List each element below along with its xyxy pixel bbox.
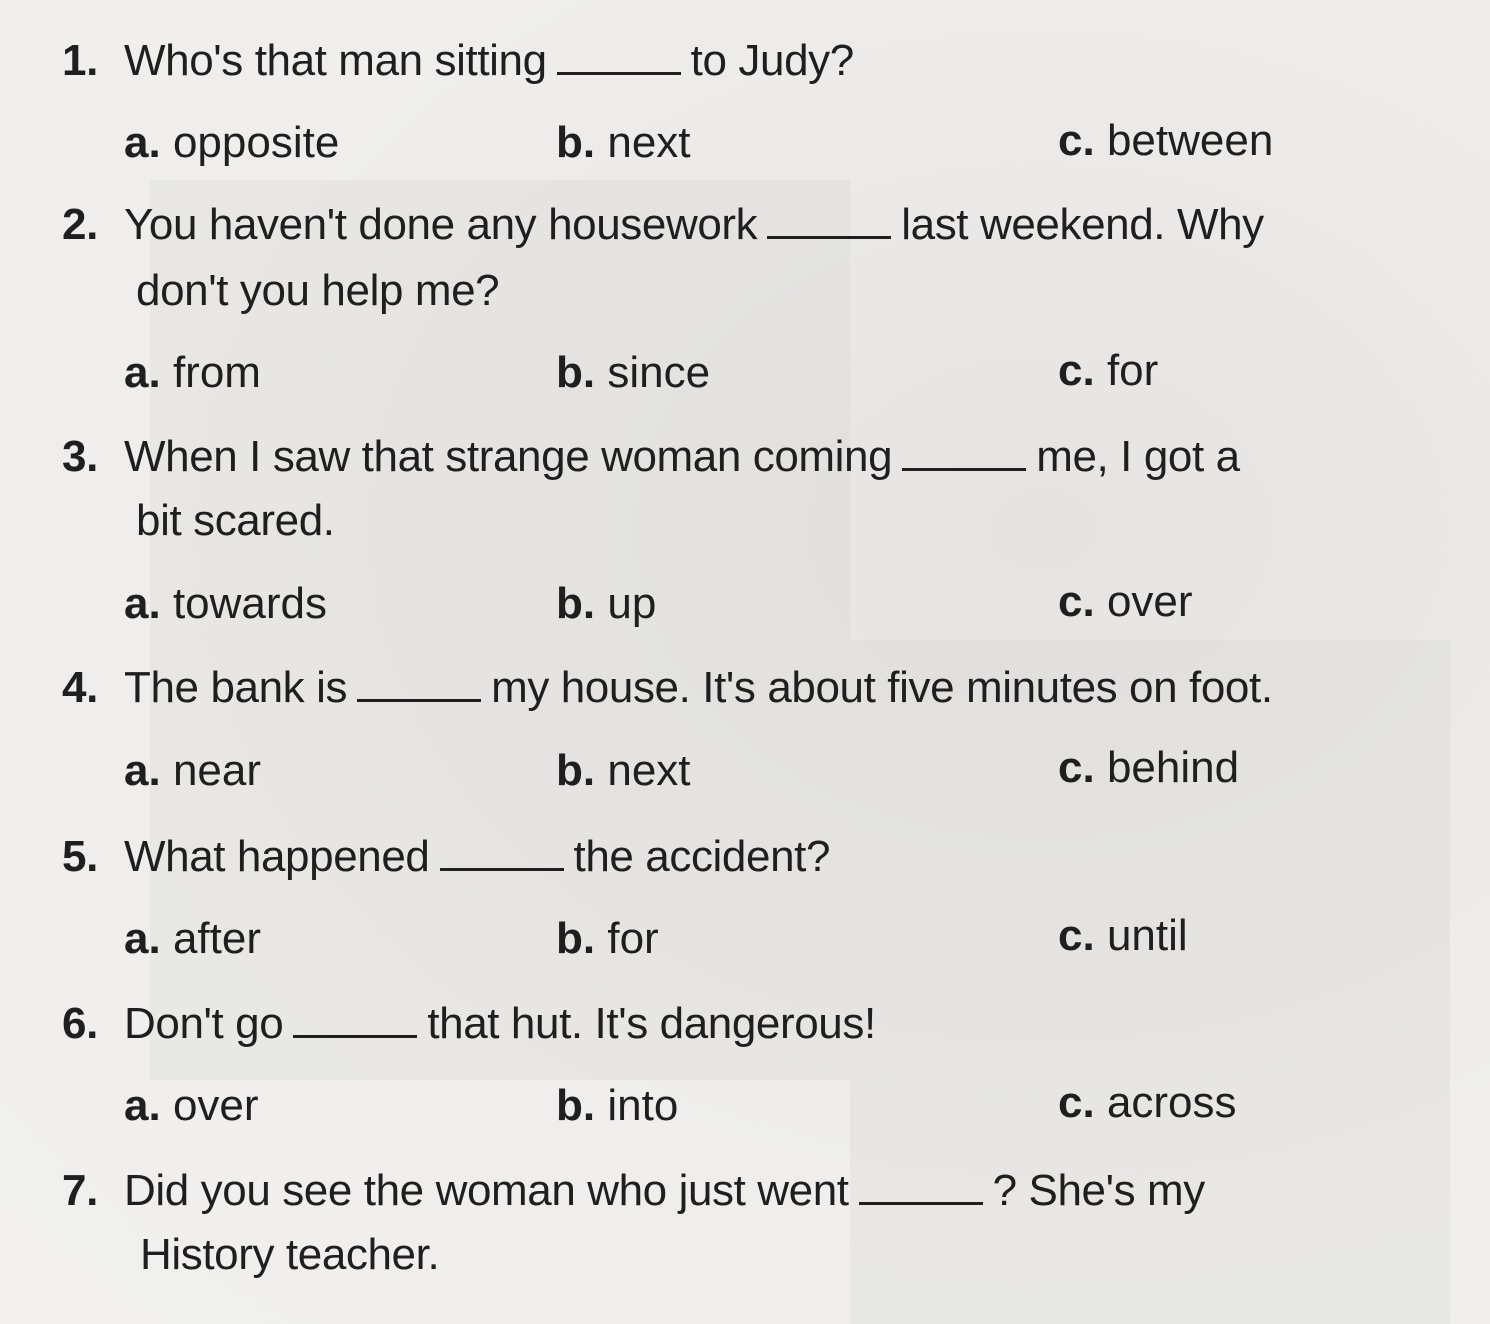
- option-a[interactable]: [124, 911, 261, 967]
- option-letter: b.: [556, 118, 596, 167]
- question-number: 7.: [62, 1166, 98, 1215]
- option-text: across: [1106, 1078, 1237, 1127]
- question-text: last weekend. Why: [901, 200, 1264, 249]
- option-letter: b.: [556, 1081, 596, 1130]
- answer-blank[interactable]: [902, 434, 1026, 471]
- option-letter: a.: [124, 118, 161, 167]
- option-text: opposite: [172, 118, 340, 167]
- option-c[interactable]: [1058, 740, 1239, 796]
- option-b[interactable]: [556, 1078, 678, 1134]
- option-text: since: [607, 348, 711, 397]
- option-letter: a.: [124, 1081, 161, 1130]
- answer-blank[interactable]: [767, 202, 891, 239]
- answer-blank[interactable]: [440, 834, 564, 871]
- question-text: the accident?: [573, 832, 831, 881]
- option-text: towards: [172, 579, 328, 628]
- option-letter: a.: [124, 579, 161, 628]
- answer-blank[interactable]: [357, 665, 481, 702]
- question-text: History teacher.: [140, 1230, 440, 1279]
- option-letter: a.: [124, 914, 161, 963]
- question-number: 3.: [62, 432, 98, 481]
- option-letter: b.: [556, 348, 596, 397]
- question-text: me, I got a: [1036, 432, 1240, 481]
- option-b[interactable]: [556, 743, 691, 799]
- option-a[interactable]: [124, 345, 261, 401]
- option-text: until: [1106, 911, 1188, 960]
- option-a[interactable]: [124, 115, 339, 171]
- answer-blank[interactable]: [859, 1168, 983, 1205]
- question-number: 6.: [62, 999, 98, 1048]
- question-3-continuation: [136, 488, 335, 554]
- question-1: [62, 28, 854, 94]
- option-a[interactable]: [124, 743, 261, 799]
- question-number: 4.: [62, 663, 98, 712]
- option-text: near: [172, 746, 262, 795]
- option-letter: c.: [1058, 911, 1095, 960]
- question-number: 2.: [62, 200, 98, 249]
- option-c[interactable]: [1058, 908, 1188, 964]
- question-4: [62, 655, 1273, 721]
- option-letter: c.: [1058, 577, 1095, 626]
- question-6: [62, 991, 876, 1057]
- option-b[interactable]: [556, 115, 691, 171]
- question-text: What happened: [124, 832, 430, 881]
- question-text: When I saw that strange woman coming: [124, 432, 893, 481]
- option-letter: b.: [556, 579, 596, 628]
- question-text: to Judy?: [690, 36, 854, 85]
- question-text: The bank is: [124, 663, 348, 712]
- question-text: my house. It's about five minutes on foot.: [491, 663, 1273, 712]
- question-7-continuation: [140, 1222, 439, 1288]
- question-5: [62, 824, 830, 890]
- option-letter: c.: [1058, 116, 1095, 165]
- option-letter: c.: [1058, 1078, 1095, 1127]
- option-c[interactable]: [1058, 343, 1158, 399]
- question-text: Who's that man sitting: [124, 36, 547, 85]
- answer-blank[interactable]: [293, 1001, 417, 1038]
- question-number: 5.: [62, 832, 98, 881]
- question-7: [62, 1158, 1205, 1224]
- option-text: behind: [1106, 743, 1240, 792]
- option-letter: c.: [1058, 346, 1095, 395]
- option-text: from: [172, 348, 261, 397]
- answer-blank[interactable]: [557, 38, 681, 75]
- option-letter: b.: [556, 746, 596, 795]
- question-3: [62, 424, 1240, 490]
- option-b[interactable]: [556, 576, 656, 632]
- question-text: Did you see the woman who just went: [124, 1166, 849, 1215]
- option-text: up: [607, 579, 657, 628]
- option-letter: b.: [556, 914, 596, 963]
- question-text: bit scared.: [136, 496, 335, 545]
- question-text: don't you help me?: [136, 266, 500, 315]
- option-text: next: [607, 118, 691, 167]
- question-text: Don't go: [124, 999, 284, 1048]
- option-a[interactable]: [124, 576, 327, 632]
- option-b[interactable]: [556, 911, 659, 967]
- option-text: between: [1106, 116, 1274, 165]
- option-text: for: [1106, 346, 1159, 395]
- option-c[interactable]: [1058, 113, 1273, 169]
- option-text: next: [607, 746, 691, 795]
- question-text: ? She's my: [992, 1166, 1205, 1215]
- option-a[interactable]: [124, 1078, 259, 1134]
- option-b[interactable]: [556, 345, 710, 401]
- option-letter: c.: [1058, 743, 1095, 792]
- option-c[interactable]: [1058, 1075, 1237, 1131]
- question-text: You haven't done any housework: [124, 200, 758, 249]
- option-text: over: [172, 1081, 259, 1130]
- question-2-continuation: [136, 258, 499, 324]
- question-number: 1.: [62, 36, 98, 85]
- option-text: into: [607, 1081, 679, 1130]
- option-text: for: [607, 914, 659, 963]
- option-text: over: [1106, 577, 1193, 626]
- option-letter: a.: [124, 348, 161, 397]
- option-text: after: [172, 914, 261, 963]
- question-2: [62, 192, 1264, 258]
- option-c[interactable]: [1058, 574, 1193, 630]
- question-text: that hut. It's dangerous!: [427, 999, 876, 1048]
- option-letter: a.: [124, 746, 161, 795]
